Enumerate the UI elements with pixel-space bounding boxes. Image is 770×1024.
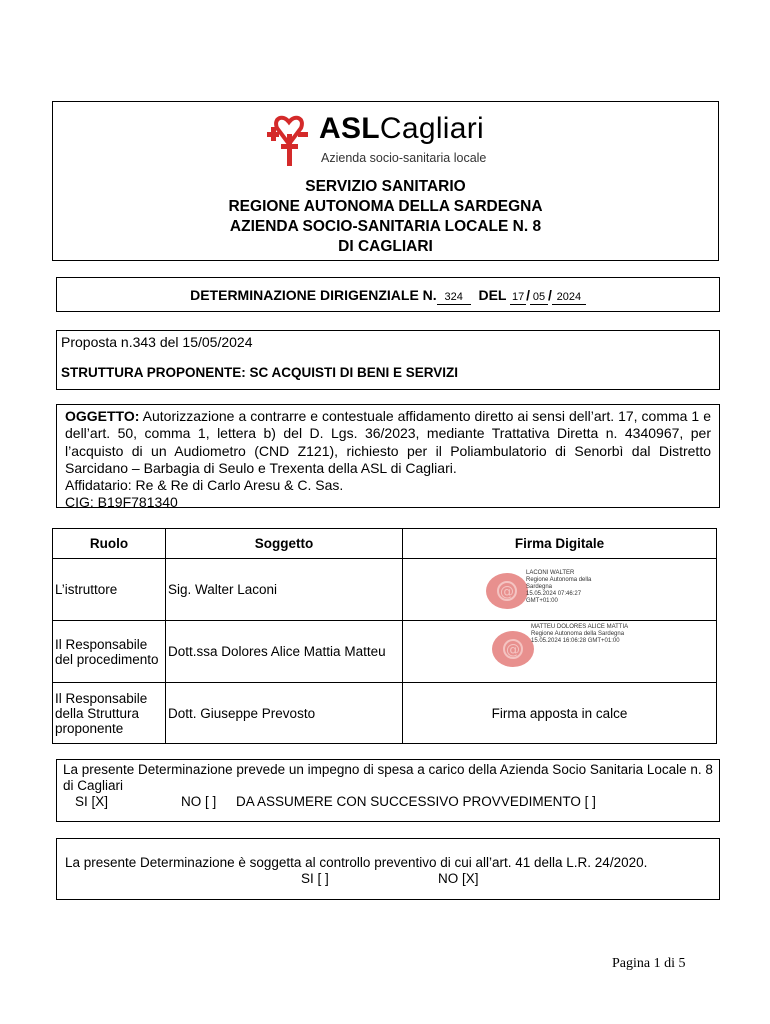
table-row — [53, 683, 717, 744]
digital-seal-icon — [491, 629, 535, 669]
controllo-box — [56, 838, 720, 900]
table-header-row — [53, 529, 717, 559]
struttura-proponente: STRUTTURA PROPONENTE: SC ACQUISTI DI BENI E SERVIZI — [61, 365, 459, 380]
logo-title: ASLCagliari — [319, 112, 485, 145]
impegno-options — [75, 794, 596, 810]
ruolo-cell: L’istruttore — [53, 559, 166, 621]
date-month: 05 — [530, 291, 548, 305]
impegno-si: SI [X] — [75, 794, 109, 809]
determinazione-line: DETERMINAZIONE DIRIGENZIALE N. 324 DEL 17 / 05 / 2024 — [57, 287, 719, 305]
table-row — [53, 621, 717, 683]
impegno-box — [56, 759, 720, 822]
soggetto-cell: Dott. Giuseppe Prevosto — [166, 683, 403, 744]
heading-line-4: DI CAGLIARI — [338, 238, 433, 255]
ruolo-cell: Il Responsabile del procedimento — [53, 621, 166, 683]
determinazione-label: DETERMINAZIONE DIRIGENZIALE N. — [190, 287, 437, 303]
soggetto-cell: Sig. Walter Laconi — [166, 559, 403, 621]
heading-line-1: SERVIZIO SANITARIO — [305, 178, 466, 195]
asl-logo — [265, 114, 525, 170]
firma-cell — [403, 559, 717, 621]
heart-cross-icon — [265, 114, 315, 170]
controllo-si: SI [ ] — [301, 871, 329, 886]
controllo-text: La presente Determinazione è soggetta al controllo preventivo di cui all’art. 41 della L.R. 24/2020. — [65, 855, 648, 870]
proposta-box — [56, 330, 720, 390]
header-box — [52, 101, 719, 261]
oggetto-text — [65, 408, 711, 512]
institution-heading — [53, 177, 718, 257]
affidatario: Affidatario: Re & Re di Carlo Aresu & C. Sas. — [65, 477, 344, 494]
svg-text:@: @ — [500, 583, 514, 600]
oggetto-body: Autorizzazione a contrarre e contestuale affidamento diretto ai sensi dell’art. 17, comma 1 e dell’art. 50, comma 1, lettera b) del D. Lgs. 36/2023, mediante Trattativa Diretta n. 4340967, per l’acquisto di un Audiometro (CND Z121), richiesto per il Poliambulatorio di Senorbì dal Distretto Sarcidano – Barbagia di Seulo e Trexenta della ASL di Cagliari. — [65, 408, 711, 476]
firma-cell: Firma apposta in calce — [403, 683, 717, 744]
heading-line-2: REGIONE AUTONOMA DELLA SARDEGNA — [228, 198, 543, 215]
signature-details: MATTEU DOLORES ALICE MATTIA Regione Autonoma della Sardegna 15.05.2024 16:06:28 GMT+01:00 — [531, 623, 629, 644]
header-firma: Firma Digitale — [403, 529, 717, 559]
signature-table — [52, 528, 717, 744]
oggetto-label: OGGETTO: — [65, 408, 140, 424]
cig: CIG: B19F781340 — [65, 494, 178, 511]
controllo-no: NO [X] — [438, 871, 479, 886]
impegno-da-assumere: DA ASSUMERE CON SUCCESSIVO PROVVEDIMENTO [ ] — [236, 794, 596, 809]
impegno-text: La presente Determinazione prevede un impegno di spesa a carico della Azienda Socio Sanitaria Locale n. 8 di Cagliari — [63, 762, 713, 793]
logo-subtitle: Azienda socio-sanitaria locale — [321, 151, 487, 165]
firma-cell — [403, 621, 717, 683]
digital-seal-icon — [485, 571, 529, 611]
oggetto-box — [56, 404, 720, 511]
svg-text:@: @ — [506, 641, 520, 658]
determinazione-number: 324 — [437, 291, 471, 305]
signature-details: LACONI WALTER Regione Autonoma della Sardegna 15.05.2024 07:46:27 GMT+01:00 — [526, 569, 592, 604]
header-ruolo: Ruolo — [53, 529, 166, 559]
ruolo-cell: Il Responsabile della Struttura proponente — [53, 683, 166, 744]
heading-line-3: AZIENDA SOCIO-SANITARIA LOCALE N. 8 — [229, 218, 542, 235]
del-label: DEL — [478, 287, 507, 303]
table-row — [53, 559, 717, 621]
soggetto-cell: Dott.ssa Dolores Alice Mattia Matteu — [166, 621, 403, 683]
date-year: 2024 — [552, 291, 586, 305]
determinazione-box — [56, 277, 720, 312]
page-number: Pagina 1 di 5 — [612, 956, 686, 971]
header-soggetto: Soggetto — [166, 529, 403, 559]
proposta-text: Proposta n.343 del 15/05/2024 — [61, 334, 253, 350]
date-day: 17 — [511, 291, 525, 303]
impegno-no: NO [ ] — [181, 794, 217, 809]
